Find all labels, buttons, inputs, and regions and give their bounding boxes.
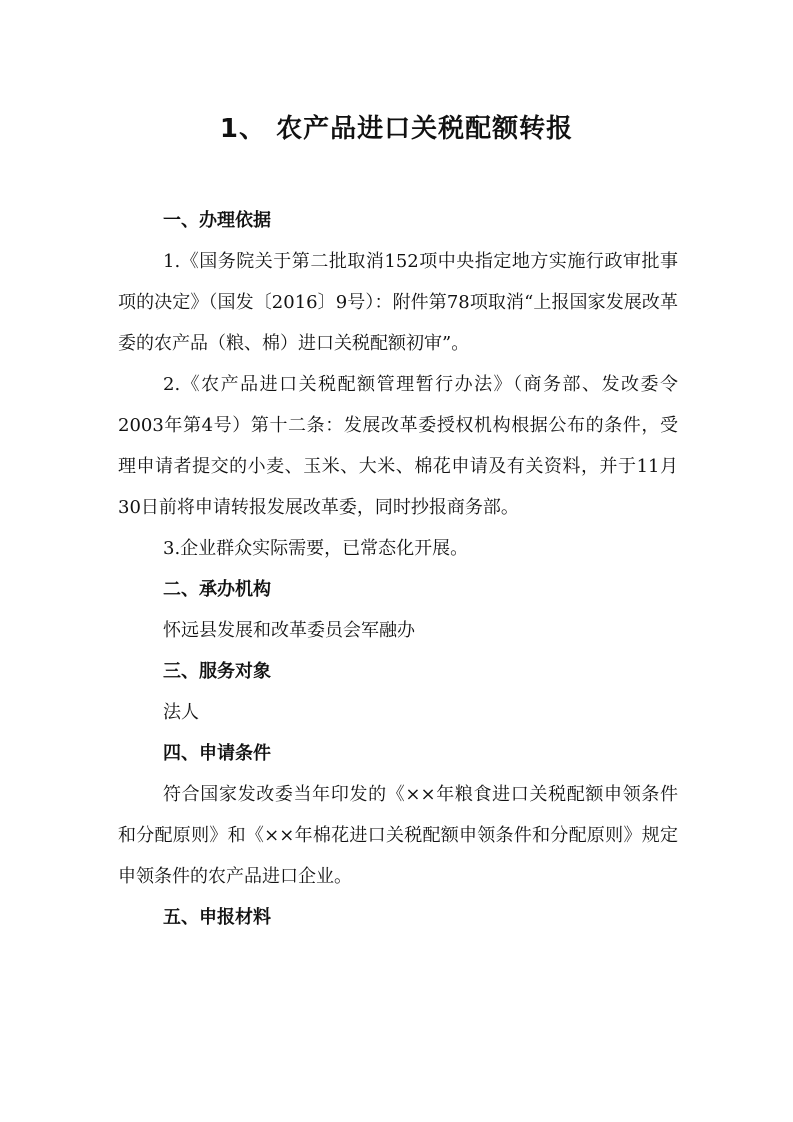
basis-paragraph-1: 1.《国务院关于第二批取消152项中央指定地方实施行政审批事项的决定》（国发〔2016〕9号）：附件第78项取消“上报国家发展改革委的农产品（粮、棉）进口关税配额初审”。 [118,251,678,354]
section-heading-basis: 一、办理依据 [163,210,271,231]
section-heading-target: 三、服务对象 [163,661,271,682]
section-heading-materials: 五、申报材料 [163,907,271,928]
conditions-paragraph: 符合国家发改委当年印发的《××年粮食进口关税配额申领条件和分配原则》和《××年棉花进口关税配额申领条件和分配原则》规定申领条件的农产品进口企业。 [118,784,678,887]
basis-paragraph-2: 2.《农产品进口关税配额管理暂行办法》（商务部、发改委令2003年第4号）第十二条：发展改革委授权机构根据公布的条件，受理申请者提交的小麦、玉米、大米、棉花申请及有关资料，并于11月30日前将申请转报发展改革委，同时抄报商务部。 [118,374,678,518]
basis-paragraph-3: 3.企业群众实际需要，已常态化开展。 [163,538,469,559]
agency-paragraph: 怀远县发展和改革委员会军融办 [163,620,415,641]
document-body [118,200,678,938]
section-heading-agency: 二、承办机构 [163,579,271,600]
document-title: 1、 农产品进口关税配额转报 [219,114,574,144]
target-paragraph: 法人 [163,702,199,723]
section-heading-conditions: 四、申请条件 [163,743,271,764]
